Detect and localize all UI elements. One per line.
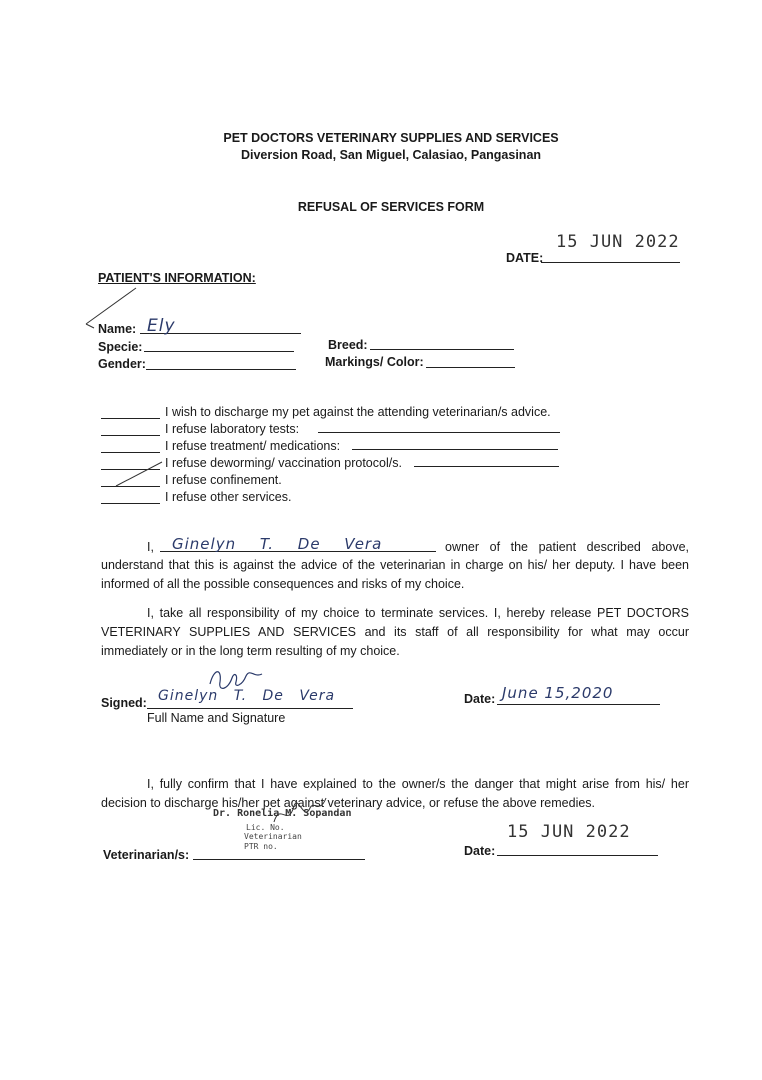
gender-line xyxy=(146,369,296,370)
option-blank-3 xyxy=(101,452,160,453)
check-mark-icon xyxy=(110,458,166,490)
statement1-prefix: I, xyxy=(147,540,154,554)
form-title: REFUSAL OF SERVICES FORM xyxy=(297,200,485,214)
gender-label: Gender: xyxy=(98,357,146,371)
option-blank-1 xyxy=(101,418,160,419)
vet-date-label: Date: xyxy=(464,844,496,858)
date-stamp: 15 JUN 2022 xyxy=(556,232,680,252)
option-1: I wish to discharge my pet against the attending veterinarian/s advice. xyxy=(165,405,551,419)
patient-heading: PATIENT'S INFORMATION: xyxy=(98,271,256,285)
full-name-caption: Full Name and Signature xyxy=(147,711,286,725)
date-line xyxy=(541,262,680,263)
signed-date-label: Date: xyxy=(464,692,496,706)
owner-name: Ginelyn T. De Vera xyxy=(172,535,383,553)
option-4: I refuse deworming/ vaccination protocol/s. xyxy=(165,456,402,470)
signed-label: Signed: xyxy=(101,696,147,710)
vet-stamp-name: Dr. Ronelia M. Sopandan xyxy=(213,808,352,819)
statement1-text-b: understand that this is against the advice of the veterinarian in charge on his/ her deputy. I have been informed of all the possible consequences and risks of my choice. xyxy=(101,558,689,591)
company-address: Diversion Road, San Miguel, Calasiao, Pangasinan xyxy=(240,148,542,162)
vet-signature-icon xyxy=(270,792,330,836)
breed-label: Breed: xyxy=(328,338,368,352)
statement3: I, fully confirm that I have explained to the owner/s the danger that might arise from his/ her decision to discharge his/her pet against veterinary advice, or refuse the above remedies. xyxy=(101,777,689,810)
option-3: I refuse treatment/ medications: xyxy=(165,439,341,453)
option-2-line xyxy=(318,432,560,433)
option-2: I refuse laboratory tests: xyxy=(165,422,300,436)
signature-icon xyxy=(206,664,266,698)
markings-label: Markings/ Color: xyxy=(325,355,424,369)
vet-line xyxy=(193,859,365,860)
signed-line xyxy=(147,708,353,709)
specie-line xyxy=(144,351,294,352)
statement1-text-a: owner of the patient described above, xyxy=(445,540,689,554)
signed-date-value: June 15,2020 xyxy=(502,684,614,702)
date-label: DATE: xyxy=(506,251,544,265)
option-6: I refuse other services. xyxy=(165,490,292,504)
name-label: Name: xyxy=(98,322,137,336)
name-value: Ely xyxy=(147,316,176,336)
option-blank-6 xyxy=(101,503,160,504)
vet-label: Veterinarian/s: xyxy=(103,848,190,862)
signed-name: Ginelyn T. De Vera xyxy=(158,688,336,704)
vet-stamp-ptr: PTR no. xyxy=(244,842,278,851)
statement2: I, take all responsibility of my choice to terminate services. I, hereby release PET DOCTORS VETERINARY SUPPLIES AND SERVICES and its staff of all responsibility for what may occur immediately or in the long term resulting of my choice. xyxy=(101,606,689,658)
option-3-line xyxy=(352,449,558,450)
vet-date-stamp: 15 JUN 2022 xyxy=(507,822,631,842)
vet-stamp-role: Veterinarian xyxy=(244,832,302,841)
vet-date-line xyxy=(497,855,658,856)
vet-stamp-lic: Lic. No. xyxy=(246,823,285,832)
option-blank-2 xyxy=(101,435,160,436)
markings-line xyxy=(426,367,515,368)
company-name: PET DOCTORS VETERINARY SUPPLIES AND SERVICES xyxy=(223,131,559,145)
breed-line xyxy=(370,349,514,350)
option-4-line xyxy=(414,466,559,467)
specie-label: Specie: xyxy=(98,340,143,354)
option-5: I refuse confinement. xyxy=(165,473,282,487)
signed-date-line xyxy=(497,704,660,705)
